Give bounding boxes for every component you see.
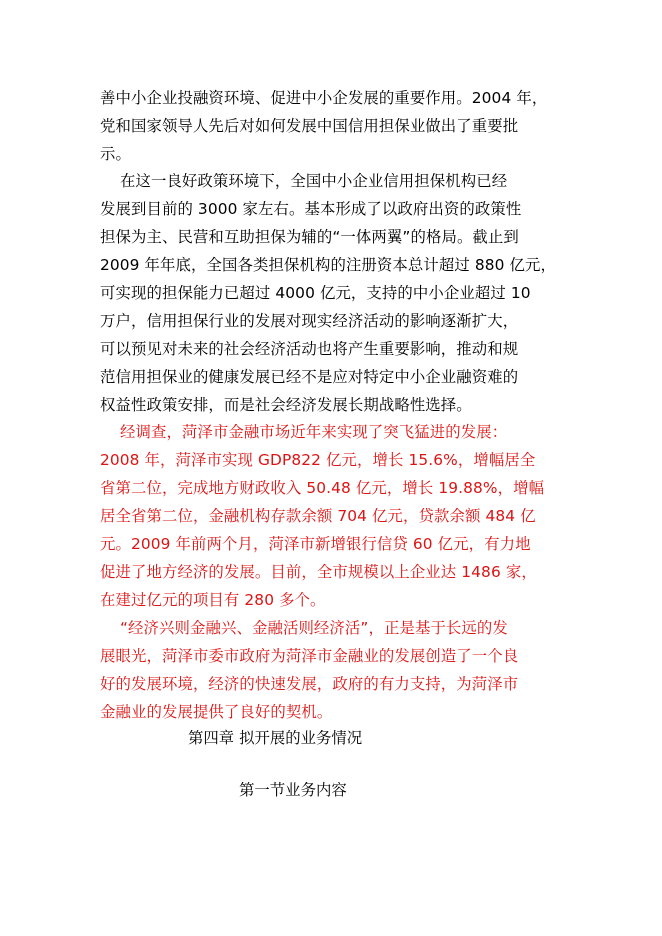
text-line: 善中小企业投融资环境、促进中小企发展的重要作用。2004 年， (100, 89, 548, 107)
text-line: 元。2009 年前两个月，菏泽市新增银行信贷 60 亿元，有力地 (100, 535, 531, 553)
text-line: 党和国家领导人先后对如何发展中国信用担保业做出了重要批 (100, 117, 519, 135)
text-line: 示。 (100, 145, 131, 163)
text-line: 范信用担保业的健康发展已经不是应对特定中小企业融资难的 (100, 368, 519, 386)
text-line: 担保为主、民营和互助担保为辅的“一体两翼”的格局。截止到 (100, 228, 519, 246)
text-line: 在建过亿元的项目有 280 多个。 (100, 591, 326, 609)
text-line: 权益性政策安排，而是社会经济发展长期战略性选择。 (100, 396, 472, 414)
chapter-heading: 第四章 拟开展的业务情况 (188, 729, 363, 747)
text-line: 在这一良好政策环境下，全国中小企业信用担保机构已经 (100, 172, 508, 190)
text-line: 2008 年，菏泽市实现 GDP822 亿元，增长 15.6%，增幅居全 (100, 451, 536, 469)
text-line: 省第二位，完成地方财政收入 50.48 亿元，增长 19.88%，增幅 (100, 479, 545, 497)
text-line: 发展到目前的 3000 家左右。基本形成了以政府出资的政策性 (100, 200, 522, 218)
text-line: 2009 年年底，全国各类担保机构的注册资本总计超过 880 亿元， (100, 256, 556, 274)
text-line: 金融业的发展提供了良好的契机。 (100, 703, 333, 721)
text-line: 展眼光，菏泽市委市政府为菏泽市金融业的发展创造了一个良 (100, 647, 519, 665)
section-heading: 第一节业务内容 (239, 781, 347, 799)
text-line: 可以预见对未来的社会经济活动也将产生重要影响，推动和规 (100, 340, 519, 358)
text-line: 万户，信用担保行业的发展对现实经济活动的影响逐渐扩大， (100, 312, 519, 330)
text-line: 可实现的担保能力已超过 4000 亿元，支持的中小企业超过 10 (100, 284, 531, 302)
text-line: 居全省第二位，金融机构存款余额 704 亿元，贷款余额 484 亿 (100, 507, 536, 525)
text-line: 促进了地方经济的发展。目前，全市规模以上企业达 1486 家， (100, 563, 537, 581)
text-line: “经济兴则金融兴、金融活则经济活”，正是基于长远的发 (100, 619, 508, 637)
text-line: 经调查，菏泽市金融市场近年来实现了突飞猛进的发展： (100, 423, 508, 441)
text-line: 好的发展环境，经济的快速发展，政府的有力支持，为菏泽市 (100, 675, 519, 693)
